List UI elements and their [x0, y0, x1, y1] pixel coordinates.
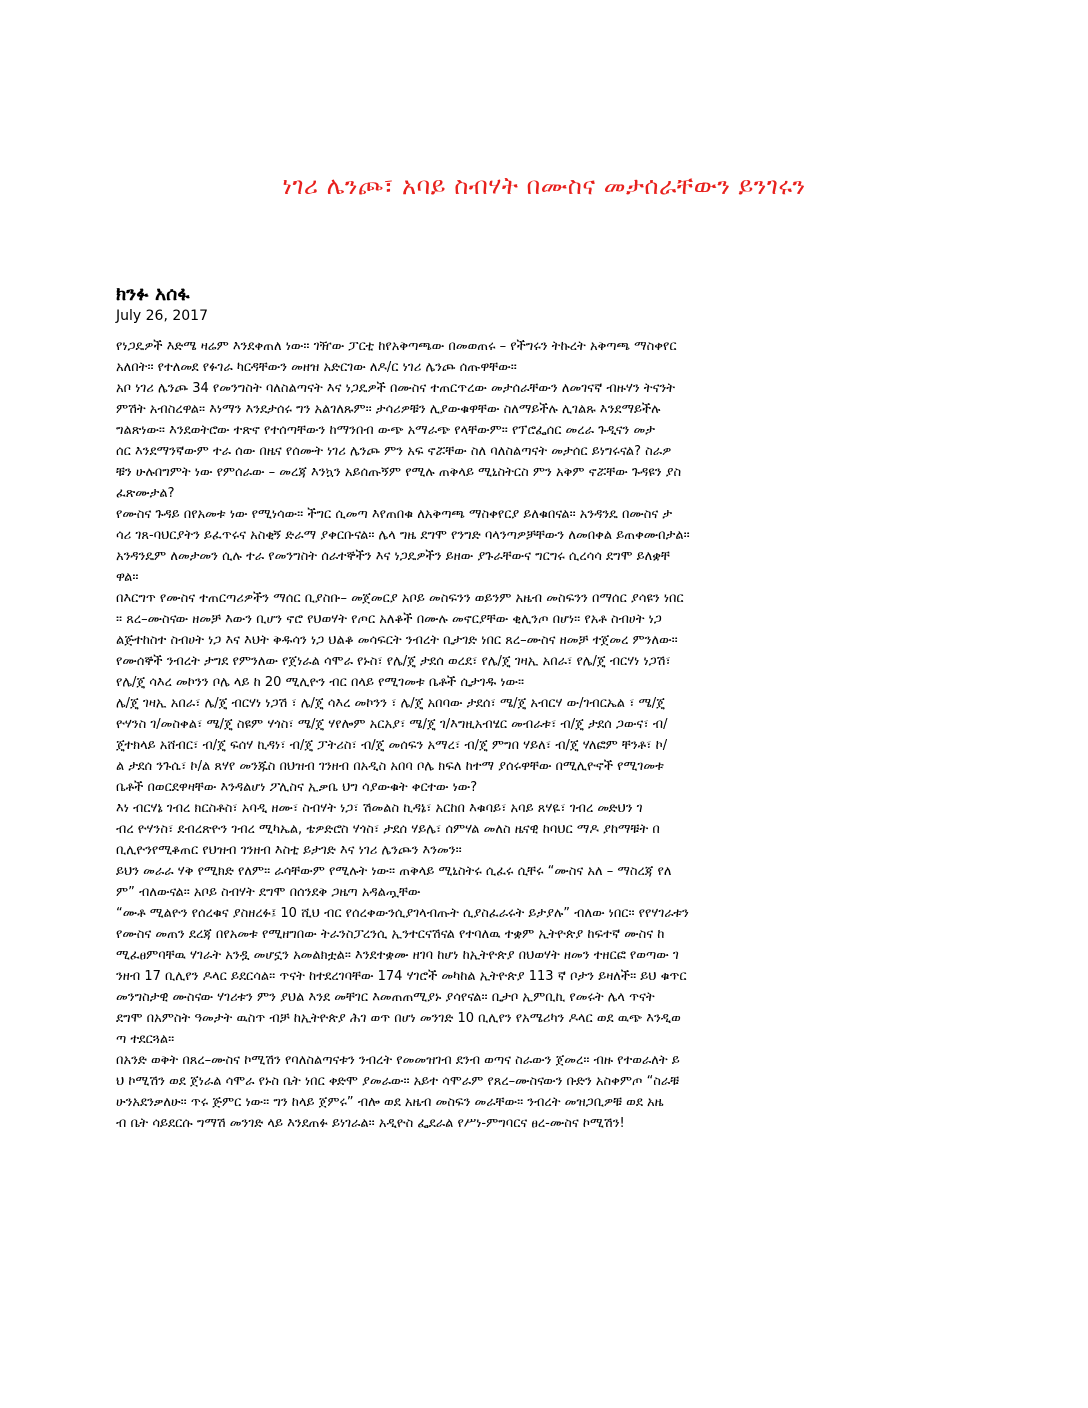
paragraph-line: የሙስና መጠን ደረጃ በየአመቱ የሚዘግበው ትራንስፓረንሲ ኢንተርናሽናል የተባለዉ ተቋም ኢትዮጵያ ከፍተኛ ሙስና ከ	[116, 927, 665, 942]
author-name: ክንፉ አሰፋ	[116, 283, 190, 305]
paragraph-line: ጣ ተደርጓል።	[116, 1032, 175, 1047]
paragraph-line: ሌ/ጄ ገዛኢ አበራ፣ ሌ/ጄ ብርሃነ ነጋሽ ፣ ሌ/ጄ ሳእረ መኮንን ፣ ሌ/ጄ አበባው ታደሰ፣ ሜ/ጄ አብርሃ ው/ገብርኤል ፣ ሜ/ጄ	[116, 696, 665, 711]
paragraph-line: መንግስታዊ ሙስናው ሃገሪቱን ምን ያህል እንደ መቸገር እመጠጠሚያኑ ያሳየናል። ቢታቦ ኢምቢኪ የመሩት ሌላ ጥናት	[116, 990, 655, 1005]
paragraph-line: ጄተክላይ አሸብር፣ ብ/ጄ ፍሰሃ ኪዳነ፣ ብ/ጄ ፓትሪስ፣ ብ/ጄ መሰፍን አማረ፣ ብ/ጄ ምግበ ሃይለ፣ ብ/ጄ ሃለፎም ቸንቶ፣ ኮ/	[116, 738, 668, 753]
paragraph-line: በእርግጥ የሙስና ተጠርጣሪዎችን ማሰር ቢያስቡ– መጀመርያ አቦይ መስፍንን ወይንም አዜብ መስፍንን በማሰር ያሳዩን ነበር	[116, 591, 684, 606]
paragraph-line: ይህን መራራ ሃቅ የሚክድ የለም። ራሳቸውም የሚሉት ነው። ጠቅላይ ሚኒስትሩ ሲፈሩ ሲቸሩ “ሙስና አለ – ማስረጃ የለ	[116, 864, 672, 879]
article-paragraph	[116, 798, 994, 861]
paragraph-line: ። ጸረ–ሙስናው ዘመቻ እውን ቢሆን ኖሮ የህወሃት የጦር አለቆች በሙሉ መኖርያቸው ቂሊንጦ በሆነ። የአቶ ስብሀት ነጋ	[116, 612, 662, 627]
paragraph-line: ምሽት አብስረዋል። እነማን እንደታሰሩ ግን አልገለጹም። ታሳሪዎቹን ሊያውቁዋቸው ስለማይችሉ ሊገልጹ እንደማይችሉ	[116, 402, 661, 417]
paragraph-line: ም” ብለውናል። አቦይ ስብሃት ደግሞ በሰንደቅ ጋዜጣ አዳልጧቸው	[116, 885, 421, 900]
article-paragraph	[116, 1050, 994, 1134]
paragraph-line: ሳሪ ገጸ-ባህርያትን ይፈጥሩና አስቂኝ ድራማ ያቀርቡናል። ሌላ ግዜ ደግሞ የንግድ ባላንጣዎቻቸውን ለመበቀል ይጠቀሙበታል።	[116, 528, 690, 543]
paragraph-line: ሰር እንደማንኛውም ተራ ሰው በዜና የሰሙት ነገሪ ሌንጮ ምን አፍ ኖሯቸው ስለ ባለስልጣናት መታሰር ይነግሩናል? ስራዎ	[116, 444, 672, 459]
paragraph-line: የሌ/ጄ ሳእረ መኮንን ቦሌ ላይ ከ 20 ሚሊዮን ብር በላይ የሚገመቱ ቤቶች ሲታገዱ ነው።	[116, 675, 525, 690]
paragraph-line: እነ ብርሃኔ ገብረ ክርስቶስ፣ አባዲ ዘሙ፣ ስብሃት ነጋ፣ ሽመልስ ኪዳኔ፣ አርከበ እቁባይ፣ አባይ ጸሃዬ፣ ገብረ መድህን ገ	[116, 801, 643, 816]
paragraph-line: ንዘብ 17 ቢሊየን ዶላር ይደርሳል። ጥናት ከተደረገባቸው 174 ሃገሮች መካከል ኢትዮጵያ 113 ኛ ቦታን ይዛለች። ይህ ቁጥር	[116, 969, 687, 984]
article-body	[116, 336, 994, 1134]
paragraph-line: ዮሃንስ ገ/መስቀል፣ ሜ/ጄ ስዩም ሃጎስ፣ ሜ/ጄ ሃየሎም አርአያ፣ ሜ/ጄ ገ/እግዚአብሄር መብራቱ፣ ብ/ጄ ታደሰ ጋውና፣ ብ/	[116, 717, 668, 732]
paragraph-line: ደግሞ በአምስት ዓመታት ዉስጥ ብቻ ከኢትዮጵያ ሕገ ወጥ በሆነ መንገድ 10 ቢሊየን የአሜሪካን ዶላር ወደ ዉጭ እንዲወ	[116, 1011, 681, 1026]
paragraph-line: የሙሰኞች ንብረት ታግደ የምንለው የጀነራል ሳሞራ የኑስ፣ የሌ/ጄ ታደሰ ወረደ፣ የሌ/ጄ ገዛኢ አበራ፣ የሌ/ጄ ብርሃነ ነጋሽ፣	[116, 654, 671, 669]
article-paragraph	[116, 378, 994, 504]
article-paragraph	[116, 336, 994, 378]
paragraph-line: ብረ ዮሃንስ፣ ደብረጽዮን ገብረ ሚካኤል, ቴዎድሮስ ሃጎስ፣ ታደሰ ሃይሌ፣ ሰምሃል መለስ ዜናዊ ከባህር ማዶ ያከማቹት በ	[116, 822, 660, 837]
publish-date: July 26, 2017	[116, 308, 208, 324]
paragraph-line: የሙስና ጉዳይ በየአመቱ ነው የሚነሳው። ችግር ሲመጣ እየጠበቁ ለአቅጣጫ ማስቀየርያ ይለቁበናል። አንዳንዴ በሙስና ታ	[116, 507, 673, 522]
paragraph-line: ፈጽሙታል?	[116, 486, 175, 501]
paragraph-line: ብ ቤት ሳይደርሱ ግማሽ መንገድ ላይ እንደጠፉ ይነገራል። አዲዮስ ፌደራል የሥነ-ምግባርና ፀረ-ሙስና ኮሚሽን!	[116, 1116, 625, 1131]
paragraph-line: ሁንአደንቃለሁ። ጥሩ ጅምር ነው። ግን ከላይ ጀምሩ” ብሎ ወደ አዜብ መስፍን መራቸው። ንብረት መዝጋቢዎቹ ወደ አዜ	[116, 1095, 664, 1110]
paragraph-line: ቹን ሁሉበግምት ነው የምሰራው – መረጃ እንኳን አይሰጡኝም የሚሉ ጠቅላይ ሚኒስትርስ ምን አቅም ኖሯቸው ጉዳዩን ያስ	[116, 465, 682, 480]
paragraph-line: አለበት። የተለመደ የፉገራ ካርዳቸውን መዘዝ አድርገው ለዶ/ር ነገሪ ሌንጮ ሰጡዋቸው።	[116, 360, 517, 375]
article-paragraph	[116, 504, 994, 588]
paragraph-line: ሚፈፀምባቸዉ ሃገራት አንዷ መሆኗን አመልክቷል። እንደተቋሙ ዘገባ ከሆነ ከኢትዮጵያ በህወሃት ዘመን ተዘርፎ የወጣው ገ	[116, 948, 679, 963]
paragraph-line: ልጅተከስተ ስብሀት ነጋ እና እህት ቅዱሳን ነጋ ህልቆ መሳፍርት ንብረት ቢታገድ ነበር ጸረ–ሙስና ዘመቻ ተጀመረ ምንለው።	[116, 633, 678, 648]
byline	[116, 282, 208, 326]
paragraph-line: አንዳንዴም ለመታመን ሲሉ ተራ የመንግስት ሰራተኞችን እና ነጋዴዎችን ይዘው ያጉራቸውና ግርግሩ ሲረሳሳ ደግሞ ይለቋቸ	[116, 549, 670, 564]
paragraph-line: ህ ኮሚሽን ወደ ጀነራል ሳሞራ የኑስ ቤት ነበር ቀድሞ ያመራው። አይተ ሳሞራም የጸረ–ሙስናውን ቡድን አስቀምጦ “ስራቹ	[116, 1074, 680, 1089]
article-paragraph	[116, 861, 994, 903]
paragraph-line: “ሙቶ ሚልዮን የሰረቁና ያስዘረፉ፤ 10 ሺህ ብር የሰረቀውንሲያገላብጡት ሲያስፈራሩት ይታያሉ” ብለው ነበር። የየሃገራቱን	[116, 906, 689, 921]
paragraph-line: ቤቶች በወርደዋዛቸው እንዳልሆነ ፖሊስና ኢቃቤ ህግ ሳያውቁት ቀርተው ነው?	[116, 780, 478, 795]
paragraph-line: ቢሊዮንየሚቆጠር የህዝብ ገንዘብ እስቲ ይታገድ እና ነገሪ ሌንጮን እንመን።	[116, 843, 462, 858]
page-title: ነገሪ ሌንጮ፣ አባይ ስብሃት በሙስና መታሰራቸውን ይንገሩን	[282, 172, 806, 200]
paragraph-line: ል ታደሰ ንጉሴ፣ ኮ/ል ጸሃየ መንጁስ በህዝብ ገንዘብ በአዲስ አበባ ቦሌ ክፍለ ከተማ ያሰሩዋቸው በሚሊዮኖች የሚገመቱ	[116, 759, 664, 774]
paragraph-line: ዋል።	[116, 570, 139, 585]
paragraph-line: በአንድ ወቅት በጸረ–ሙስና ኮሚሽን የባለስልጣናቱን ንብረት የመመዝገብ ደንብ ወጣና ስራውን ጀመረ። ብዙ የተወራለት ይ	[116, 1053, 680, 1068]
paragraph-line: ግልጽነው። እንደወትሮው ተጽኖ የተሰጣቸውን ከማንበብ ውጭ አማራጭ የላቸውም። የፕሮፌሰር መረራ ጉዲናን መታ	[116, 423, 655, 438]
article-paragraph	[116, 903, 994, 1050]
article-paragraph	[116, 693, 994, 798]
paragraph-line: የነጋዴዎች እድሜ ዛሬም እንደቀጠለ ነው። ገዥው ፓርቲ ከየአቅጣጫው በመወጠሩ – የችግሩን ትኩረት አቅጣጫ ማስቀየር	[116, 339, 677, 354]
paragraph-line: አቦ ነገሪ ሌንጮ 34 የመንግስት ባለስልጣናት እና ነጋዴዎች በሙስና ተጠርጥረው መታሰራቸውን ለመገናኛ ብዙሃን ትናንት	[116, 381, 676, 396]
article-paragraph	[116, 588, 994, 693]
